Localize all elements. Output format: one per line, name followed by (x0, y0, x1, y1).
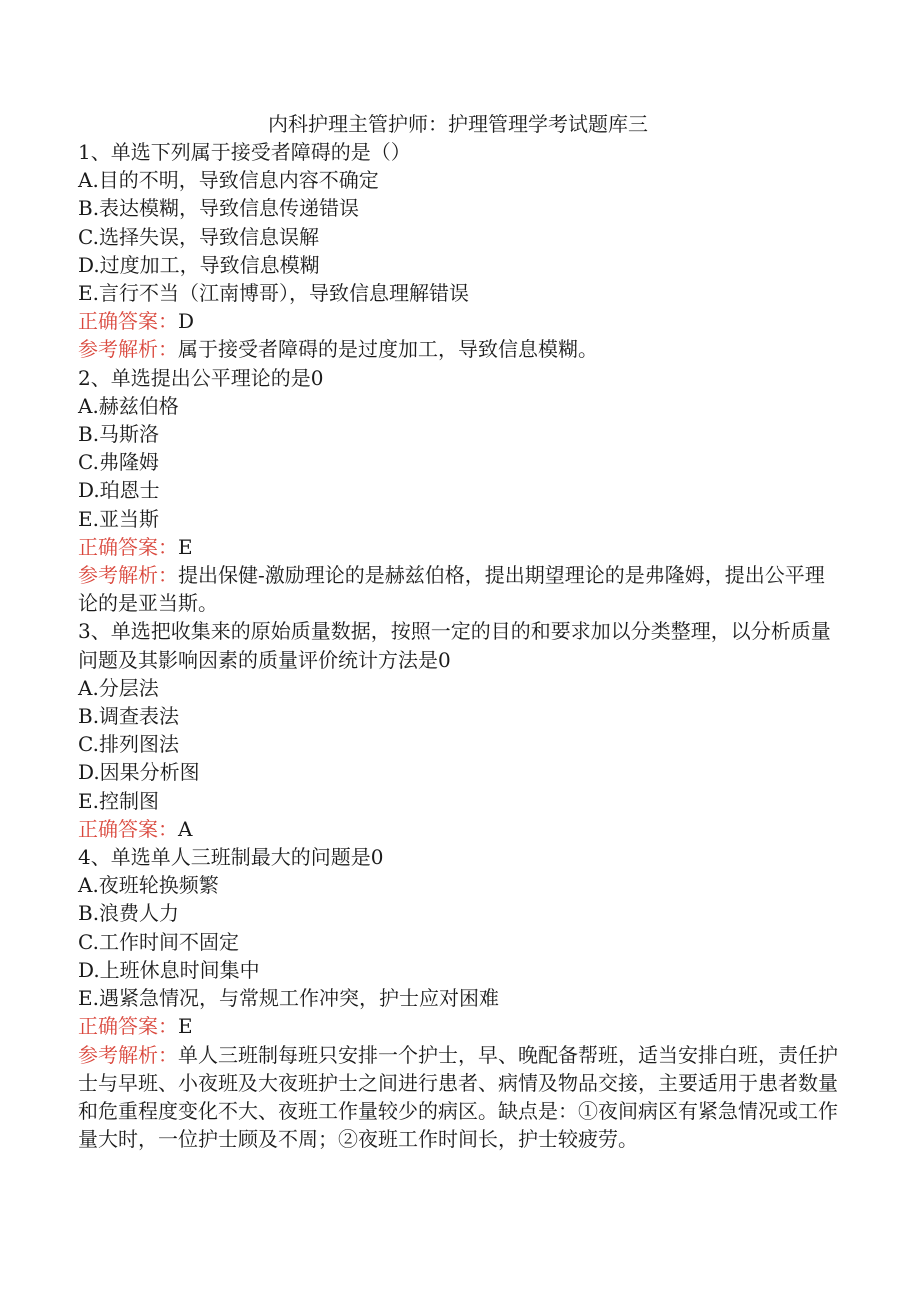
option-c: C.弗隆姆 (78, 450, 159, 475)
answer-line (78, 533, 838, 561)
option-b: B.马斯洛 (78, 422, 160, 447)
option-a: A.分层法 (78, 675, 159, 700)
answer-label: 正确答案： (78, 816, 178, 841)
question-1 (78, 138, 838, 364)
question-2 (78, 364, 838, 618)
answer-value: A (178, 816, 193, 841)
answer-line (78, 815, 838, 843)
option-e: E.遇紧急情况，与常规工作冲突，护士应对困难 (78, 986, 499, 1011)
answer-value: E (178, 534, 193, 559)
question-stem: 4、单选单人三班制最大的问题是0 (78, 845, 384, 870)
option-a: A.目的不明，导致信息内容不确定 (78, 168, 379, 193)
option-e: E.亚当斯 (78, 506, 159, 531)
answer-label: 正确答案： (78, 534, 178, 559)
document-title: 内科护理主管护师：护理管理学考试题库三 (268, 112, 648, 136)
analysis-label: 参考解析： (78, 563, 178, 588)
option-d: D.因果分析图 (78, 760, 200, 785)
answer-line (78, 307, 838, 335)
question-stem: 1、单选下列属于接受者障碍的是（） (78, 140, 411, 164)
option-e: E.控制图 (78, 788, 159, 813)
question-4 (78, 843, 838, 1153)
analysis-line (78, 561, 838, 617)
analysis-text: 单人三班制每班只安排一个护士，早、晚配备帮班，适当安排白班，责任护士与早班、小夜班及大夜班护士之间进行患者、病情及物品交接，主要适用于患者数量和危重程度变化不大、夜班工作量较少的病区。缺点是：①夜间病区有紧急情况或工作量大时，一位护士顾及不周；②夜班工作时间长，护士较疲劳。 (78, 1042, 838, 1152)
analysis-line (78, 1041, 838, 1154)
answer-label: 正确答案： (78, 309, 178, 334)
option-b: B.表达模糊，导致信息传递错误 (78, 196, 360, 221)
answer-line (78, 1012, 838, 1040)
answer-value: E (178, 1014, 193, 1039)
option-a: A.夜班轮换频繁 (78, 873, 219, 898)
document-page (78, 110, 838, 1153)
option-d: D.上班休息时间集中 (78, 957, 260, 982)
question-stem: 3、单选把收集来的原始质量数据，按照一定的目的和要求加以分类整理，以分析质量问题及其影响因素的质量评价统计方法是0 (78, 619, 831, 672)
option-d: D.珀恩士 (78, 478, 160, 503)
option-c: C.工作时间不固定 (78, 929, 239, 954)
answer-label: 正确答案： (78, 1014, 178, 1039)
option-c: C.选择失误，导致信息误解 (78, 224, 319, 249)
analysis-text: 提出保健-激励理论的是赫兹伯格，提出期望理论的是弗隆姆，提出公平理论的是亚当斯。 (78, 563, 825, 616)
analysis-label: 参考解析： (78, 1042, 178, 1067)
analysis-text: 属于接受者障碍的是过度加工，导致信息模糊。 (178, 337, 598, 362)
option-b: B.调查表法 (78, 704, 180, 729)
question-stem: 2、单选提出公平理论的是0 (78, 365, 324, 390)
analysis-label: 参考解析： (78, 337, 178, 362)
option-d: D.过度加工，导致信息模糊 (78, 252, 320, 277)
option-c: C.排列图法 (78, 732, 179, 757)
option-e: E.言行不当（江南博哥），导致信息理解错误 (78, 281, 469, 306)
answer-value: D (178, 309, 195, 334)
option-a: A.赫兹伯格 (78, 393, 179, 418)
analysis-line (78, 335, 838, 363)
option-b: B.浪费人力 (78, 901, 180, 926)
question-3 (78, 617, 838, 843)
